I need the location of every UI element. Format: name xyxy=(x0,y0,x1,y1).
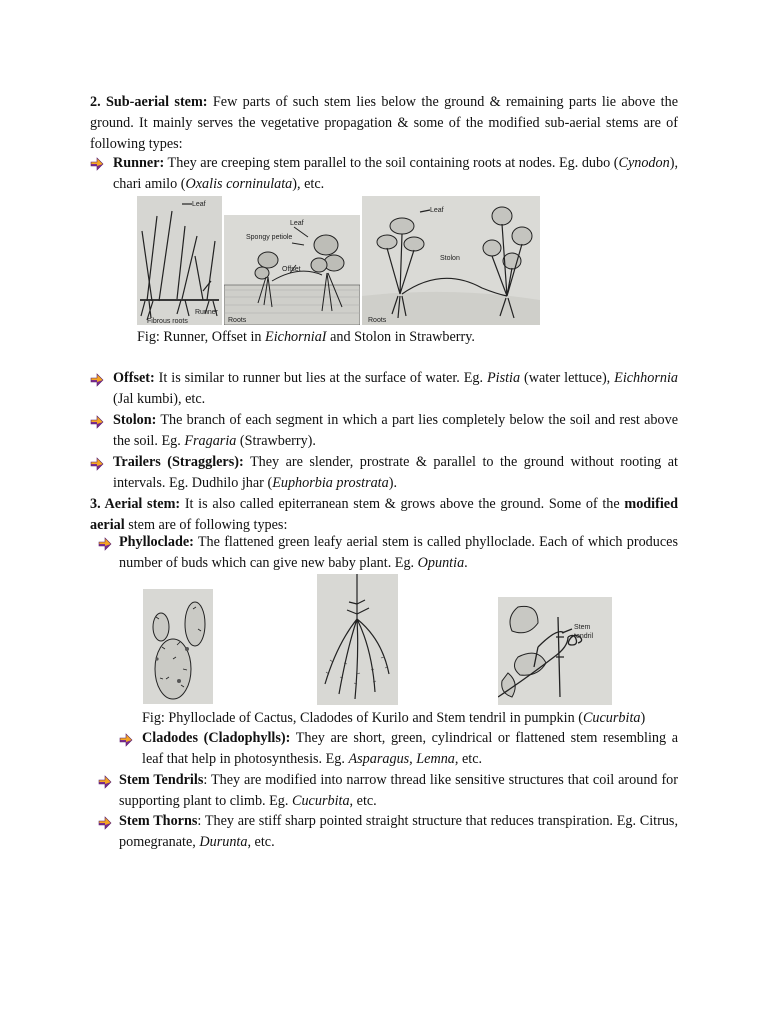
stolon-term: Stolon: xyxy=(113,412,157,428)
arrow-bullet-icon xyxy=(98,775,112,789)
cladodes-figure xyxy=(317,574,398,705)
runner-label-runner: Runner xyxy=(195,309,218,316)
offset-figure xyxy=(224,215,360,325)
phylloclade-example: Opuntia xyxy=(417,555,465,571)
phylloclade-text-2: . xyxy=(464,555,468,571)
runner-item xyxy=(113,153,678,195)
cladodes-term: Cladodes (Cladophylls): xyxy=(142,730,291,746)
trailers-example: Euphorbia prostrata xyxy=(272,475,389,491)
runner-term: Runner: xyxy=(113,155,165,171)
arrow-bullet-icon xyxy=(98,537,112,551)
phylloclade-text: The flattened green leafy aerial stem is called phylloclade. Each of which produces number of buds which can give new baby plant. Eg. xyxy=(119,534,678,571)
cladodes-text-2: , etc. xyxy=(454,751,483,767)
runner-example-1: Cynodon xyxy=(618,155,670,171)
figure-2-caption-text: Fig: Phylloclade of Cactus, Cladodes of Kurilo and Stem tendril in pumpkin ( xyxy=(142,710,583,726)
offset-label-leaf: Leaf xyxy=(290,220,304,227)
stem-thorns-example: Durunta xyxy=(199,834,248,850)
offset-example-2: Eichhornia xyxy=(614,370,678,386)
stolon-text: The branch of each segment in which a part lies completely below the soil and rest above the soil. Eg. xyxy=(113,412,678,449)
stem-tendrils-example: Cucurbita xyxy=(292,793,350,809)
trailers-text: They are slender, prostrate & parallel to the ground without rooting at intervals. Eg. Dudhilo jhar ( xyxy=(113,454,678,491)
cactus-figure xyxy=(143,589,213,704)
arrow-bullet-icon xyxy=(98,816,112,830)
cladodes-item xyxy=(142,728,678,770)
sub-aerial-heading: 2. Sub-aerial stem: xyxy=(90,94,208,110)
stolon-label-roots: Roots xyxy=(368,317,387,324)
aerial-paragraph xyxy=(90,494,678,536)
stolon-label-leaf: Leaf xyxy=(430,207,444,214)
cladodes-example: Asparagus, Lemna xyxy=(348,751,455,767)
stem-thorns-text-2: , etc. xyxy=(247,834,275,850)
sub-aerial-text: Few parts of such stem lies below the ground & remaining parts lie above the ground. It mainly serves the vegetative propagation & some of the modified sub-aerial stems are of following types: xyxy=(90,94,678,152)
phylloclade-item xyxy=(119,532,678,574)
sub-aerial-paragraph xyxy=(90,92,678,155)
figure-1-caption-text-2: and Stolon in Strawberry. xyxy=(326,329,475,345)
offset-text: It is similar to runner but lies at the surface of water. Eg. xyxy=(154,370,487,386)
offset-text-3: (Jal kumbi), etc. xyxy=(113,391,206,407)
tendril-label-stem: Stem xyxy=(574,624,591,631)
figure-1-caption-italic: EichorniaI xyxy=(265,329,327,345)
arrow-bullet-icon xyxy=(90,415,104,429)
runner-figure xyxy=(137,196,222,325)
aerial-text: It is also called epiterranean stem & grows above the ground. Some of the xyxy=(180,496,625,512)
runner-label-leaf: Leaf xyxy=(192,201,206,208)
runner-example-2: Oxalis corninulata xyxy=(185,176,293,192)
tendril-label-tendril: tendril xyxy=(574,633,594,640)
offset-text-2: (water lettuce), xyxy=(520,370,615,386)
trailers-term: Trailers (Stragglers): xyxy=(113,454,244,470)
runner-text-2: ), chari amilo ( xyxy=(113,155,678,192)
aerial-heading: 3. Aerial stem: xyxy=(90,496,181,512)
figure-1-caption xyxy=(137,327,475,347)
runner-text-3: ), etc. xyxy=(292,176,325,192)
runner-text: They are creeping stem parallel to the soil containing roots at nodes. Eg. dubo ( xyxy=(164,155,619,171)
offset-item xyxy=(113,368,678,410)
figure-2-caption-text-2: ) xyxy=(640,710,646,726)
arrow-bullet-icon xyxy=(119,733,133,747)
figure-2-caption-italic: Cucurbita xyxy=(582,710,641,726)
offset-term: Offset: xyxy=(113,370,155,386)
stem-thorns-item xyxy=(119,811,678,853)
trailers-item xyxy=(113,452,678,494)
phylloclade-term: Phylloclade: xyxy=(119,534,194,550)
stem-tendrils-text-2: , etc. xyxy=(349,793,377,809)
arrow-bullet-icon xyxy=(90,157,104,171)
aerial-text-2: stem are of following types: xyxy=(124,517,288,533)
runner-label-roots: Fibrous roots xyxy=(147,318,188,325)
cladodes-text: They are short, green, cylindrical or flattened stem resembling a leaf that help in photosynthesis. Eg. xyxy=(142,730,678,767)
stolon-text-2: (Strawberry). xyxy=(236,433,316,449)
stem-tendrils-term: Stem Tendrils xyxy=(119,772,204,788)
offset-label-roots: Roots xyxy=(228,317,247,324)
figure-2-caption xyxy=(142,708,645,728)
arrow-bullet-icon xyxy=(90,373,104,387)
offset-label-petiole: Spongy petiole xyxy=(246,234,293,241)
stolon-example: Fragaria xyxy=(184,433,237,449)
stolon-figure xyxy=(362,196,540,325)
offset-label-offset: Offset xyxy=(282,266,301,273)
stem-thorns-term: Stem Thorns xyxy=(119,813,198,829)
tendril-figure xyxy=(498,597,612,705)
arrow-bullet-icon xyxy=(90,457,104,471)
stolon-label-stolon: Stolon xyxy=(440,255,460,262)
stolon-item xyxy=(113,410,678,452)
stem-tendrils-item xyxy=(119,770,678,812)
stem-thorns-text: : They are stiff sharp pointed straight structure that reduces transpiration. Eg. Citrus, pomegranate, xyxy=(119,813,678,850)
trailers-text-2: ). xyxy=(388,475,398,491)
aerial-bold-text: modified aerial xyxy=(90,496,678,533)
figure-1-caption-text: Fig: Runner, Offset in xyxy=(137,329,266,345)
stem-tendrils-text: : They are modified into narrow thread like sensitive structures that coil around for supporting plant to climb. Eg. xyxy=(119,772,678,809)
offset-example-1: Pistia xyxy=(486,370,521,386)
